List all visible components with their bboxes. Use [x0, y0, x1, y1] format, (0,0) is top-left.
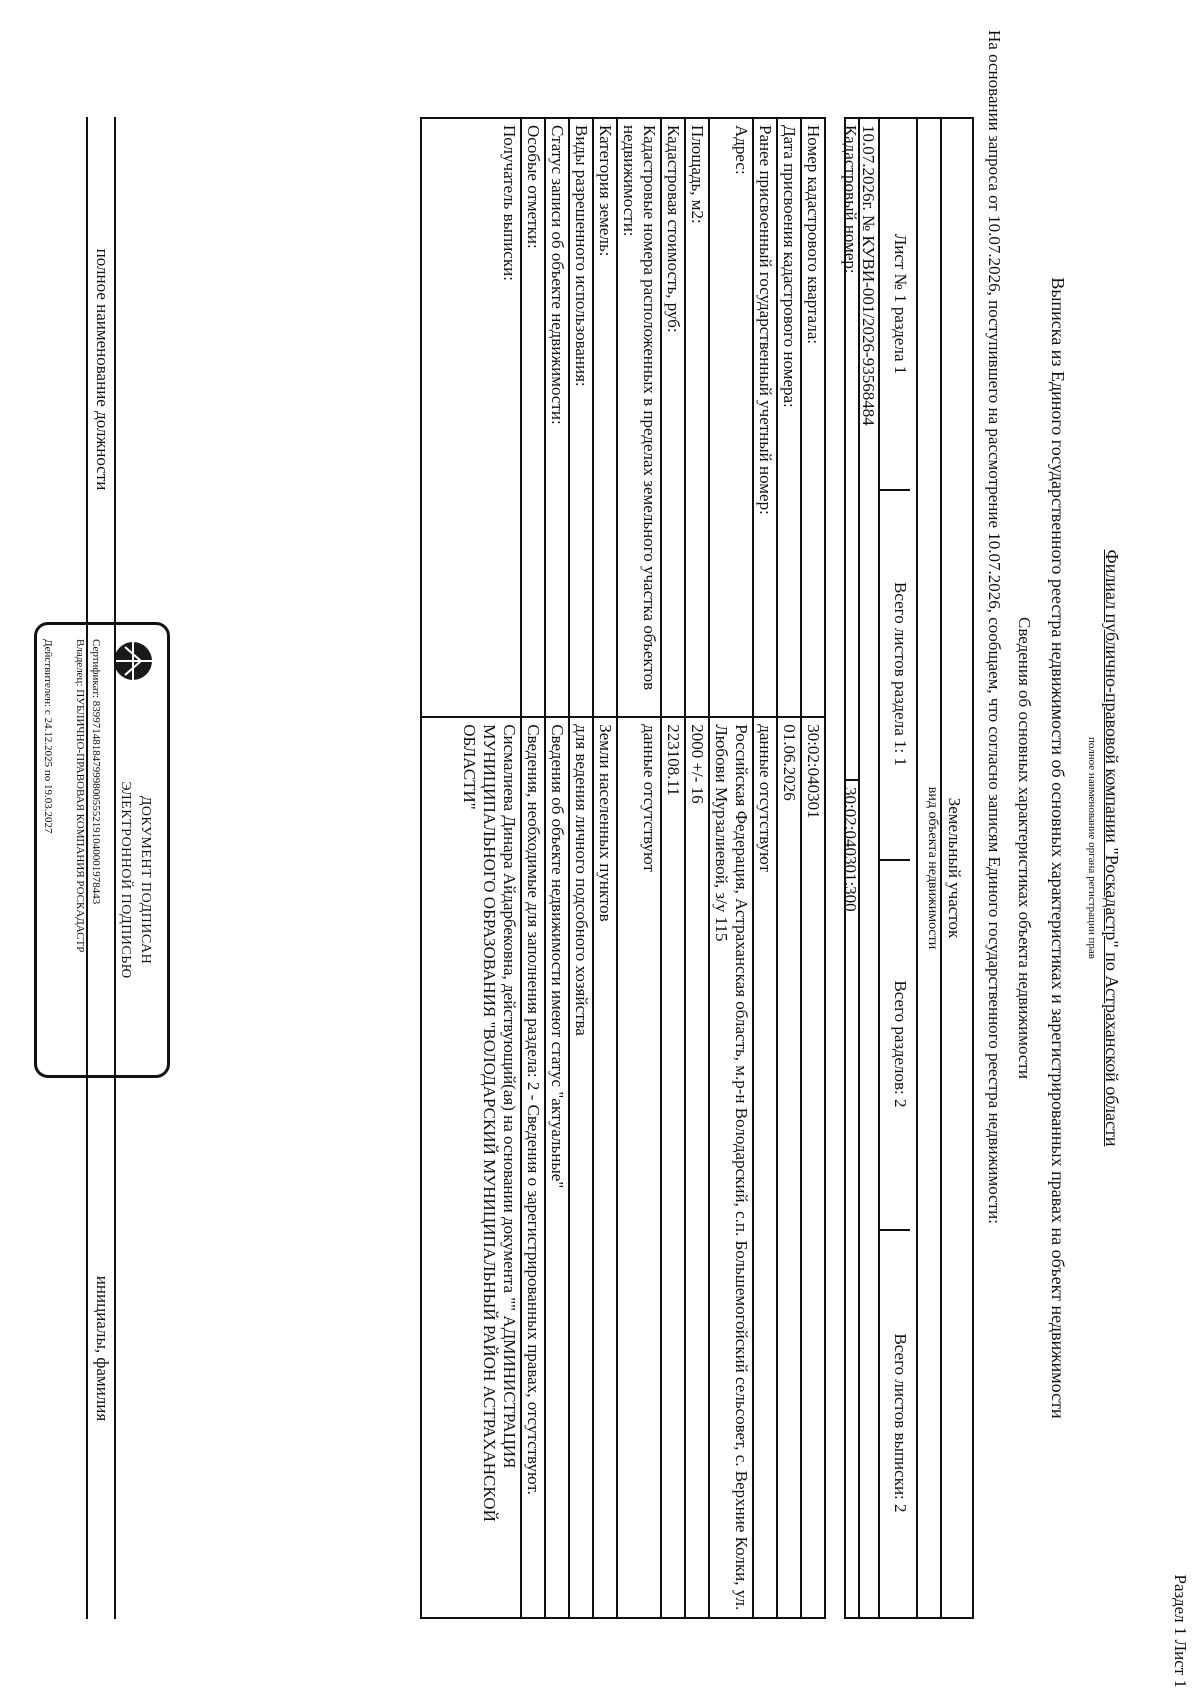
signature-validity: Действителен: с 24.12.2025 по 19.03.2027 [42, 639, 54, 834]
row-label: Адрес: [709, 118, 753, 717]
table-row [685, 118, 709, 1618]
table-row [545, 118, 569, 1618]
row-label: Площадь, м2: [685, 118, 709, 717]
row-value: 01.06.2026 [777, 717, 801, 1618]
row-label: Статус записи об объекте недвижимости: [545, 118, 569, 717]
initials-caption: инициалы, фамилия [93, 1275, 112, 1422]
table-row [421, 118, 521, 1618]
row-label: Категория земель: [593, 118, 617, 717]
table-row [569, 118, 593, 1618]
row-label: Ранее присвоенный государственный учетный номер: [753, 118, 777, 717]
object-type-caption: вид объекта недвижимости [924, 119, 942, 1617]
row-value: Сисмалиева Динара Айдарбековна, действующий(ая) на основании документа "" АДМИНИСТРАЦИЯ МУНИЦИПАЛЬНОГО ОБРАЗОВАНИЯ "ВОЛОДАРСКИЙ МУНИЦИПАЛЬНЫЙ РАЙОН АСТРАХАНСКОЙ ОБЛАСТИ" [421, 717, 521, 1618]
org-caption: полное наименование органа регистрации прав [1086, 737, 1098, 959]
object-type-box [841, 117, 974, 1619]
row-label: Кадастровые номера расположенных в пределах земельного участка объектов недвижимости: [617, 118, 661, 717]
row-label: Особые отметки: [521, 118, 545, 717]
characteristics-table [420, 117, 826, 1619]
signature-certificate: Сертификат: 8399714818479998005552191040001978443 [90, 639, 102, 905]
table-row [617, 118, 661, 1618]
signature-subtitle: ЭЛЕКТРОННОЙ ПОДПИСЬЮ [118, 781, 133, 979]
sheets-total: Всего листов выписки: 2 [891, 1333, 910, 1513]
row-value: Земли населенных пунктов [593, 717, 617, 1618]
row-value: Сведения об объекте недвижимости имеют статус "актуальные" [545, 717, 569, 1618]
row-label: Получатель выписки: [421, 118, 521, 717]
sheets-in-section: Всего листов раздела 1: 1 [880, 489, 910, 861]
table-row [709, 118, 753, 1618]
table-row [661, 118, 685, 1618]
position-caption: полное наименование должности [93, 248, 112, 491]
signature-title: ДОКУМЕНТ ПОДПИСАН [138, 795, 153, 965]
signature-owner: Владелец: ПУБЛИЧНО-ПРАВОВАЯ КОМПАНИЯ РОСКАДАСТР [74, 639, 86, 953]
row-value: 223108.11 [661, 717, 685, 1618]
row-label: Виды разрешенного использования: [569, 118, 593, 717]
footer-divider [88, 622, 116, 624]
page-label: Раздел 1 Лист 1 [1171, 1574, 1190, 1688]
object-type: Земельный участок [945, 797, 964, 939]
roskadastr-logo-icon [111, 639, 155, 683]
row-value: данные отсутствуют [753, 717, 777, 1618]
signature-stamp [34, 622, 170, 1078]
table-row [777, 118, 801, 1618]
table-row [801, 118, 825, 1618]
document-title: Выписка из Единого государственного реестра недвижимости об основных характеристиках и зарегистрированных правах на объект недвижимости [1048, 277, 1068, 1419]
footer-rule-bottom [86, 117, 88, 1619]
row-value: Сведения, необходимые для заполнения раздела: 2 - Сведения о зарегистрированных правах, отсутствуют. [521, 717, 545, 1618]
org-name: Филиал публично-правовой компании "Роскадастр" по Астраханской области [1102, 549, 1122, 1147]
table-row [521, 118, 545, 1618]
intro-text: На основании запроса от 10.07.2026, поступившего на рассмотрение 10.07.2026, сообщаем, что согласно записям Единого государственного реестра недвижимости: [985, 30, 1004, 1224]
table-row [593, 118, 617, 1618]
cadastral-number-label: Кадастровый номер: [841, 125, 860, 274]
row-label: Кадастровая стоимость, руб: [661, 118, 685, 717]
row-value: 30:02:040301 [801, 717, 825, 1618]
row-label: Дата присвоения кадастрового номера: [777, 118, 801, 717]
row-value: 2000 +/- 16 [685, 717, 709, 1618]
document-subtitle: Сведения об основных характеристиках объекта недвижимости [1015, 617, 1034, 1079]
row-value: Российская Федерация, Астраханская область, м.р-н Володарский, с.п. Большемогойский сельсовет, с. Верхние Колки, ул. Любови Мурзалиевой, з/у 115 [709, 717, 753, 1618]
footer-rule [114, 117, 116, 1619]
row-value: данные отсутствуют [617, 717, 661, 1618]
table-row [753, 118, 777, 1618]
cadastral-number-value: 30:02:040301:300 [844, 779, 860, 912]
sections-total: Всего разделов: 2 [880, 859, 910, 1231]
row-label: Номер кадастрового квартала: [801, 118, 825, 717]
sheet-of-section: Лист № 1 раздела 1 [880, 119, 910, 491]
row-value: для ведения личного подсобного хозяйства [569, 717, 593, 1618]
document-number: 10.07.2026г. № КУВИ-001/2026-93568484 [859, 125, 878, 426]
